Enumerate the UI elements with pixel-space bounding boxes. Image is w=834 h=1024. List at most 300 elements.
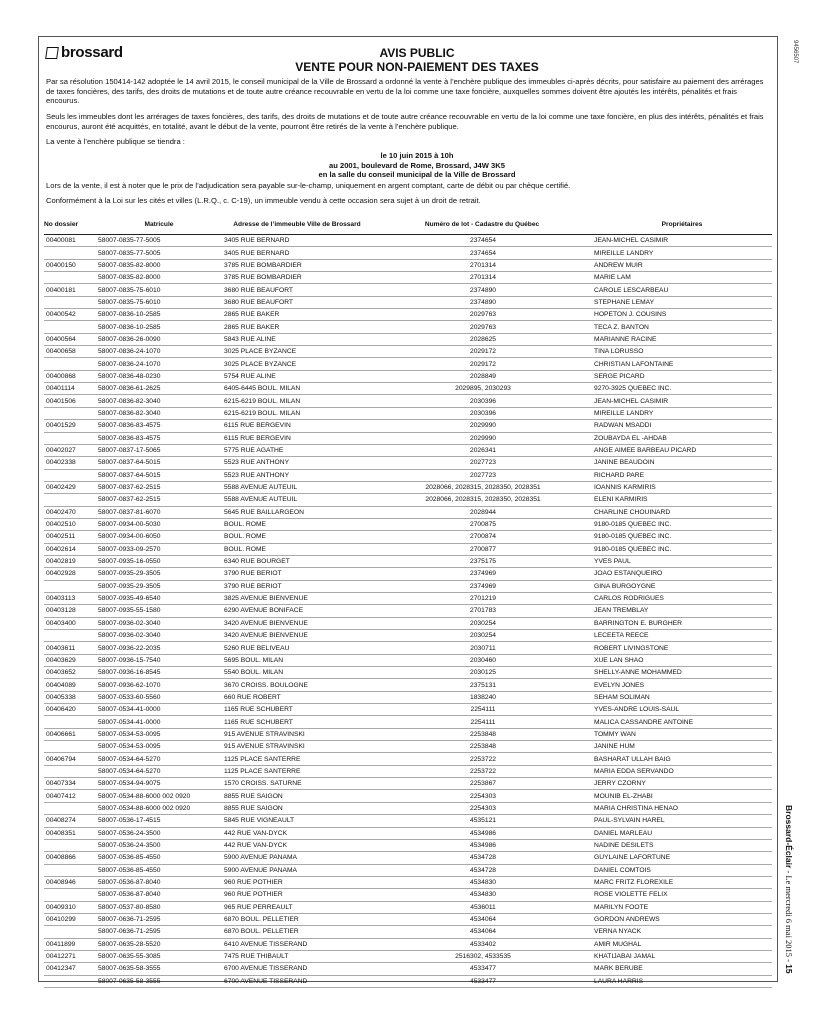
page-footer (784, 805, 794, 974)
cell-adresse: 3420 AVENUE BIENVENUE (222, 630, 372, 642)
cell-adresse: 3680 RUE BEAUFORT (222, 284, 372, 296)
cell-adresse: 5540 BOUL. MILAN (222, 667, 372, 679)
cell-numero-lot: 2700877 (372, 543, 592, 555)
cell-proprietaire: STEPHANE LEMAY (592, 296, 772, 308)
cell-numero-lot: 2030254 (372, 617, 592, 629)
cell-no-dossier: 00402614 (44, 543, 96, 555)
header-matricule: Matricule (96, 216, 222, 235)
cell-no-dossier (44, 765, 96, 777)
cell-numero-lot: 2030460 (372, 654, 592, 666)
cell-numero-lot: 2375175 (372, 555, 592, 567)
logo-text: brossard (61, 44, 123, 61)
cell-proprietaire: CHARLINE CHOUINARD (592, 506, 772, 518)
cell-matricule: 58007-0534-41-0000 (96, 716, 222, 728)
cell-proprietaire: RADWAN MSADDI (592, 420, 772, 432)
cell-no-dossier: 00400150 (44, 259, 96, 271)
cell-proprietaire: TINA LORUSSO (592, 346, 772, 358)
cell-adresse: 6340 RUE BOURGET (222, 555, 372, 567)
cell-proprietaire: DANIEL COMTOIS (592, 864, 772, 876)
table-row (44, 506, 772, 518)
table-row (44, 247, 772, 259)
cell-adresse: 3025 PLACE BYZANCE (222, 346, 372, 358)
cell-numero-lot: 2374969 (372, 568, 592, 580)
cell-numero-lot: 4534728 (372, 852, 592, 864)
cell-proprietaire: JEAN-MICHEL CASIMIR (592, 395, 772, 407)
cell-adresse: 6410 AVENUE TISSERAND (222, 938, 372, 950)
cell-no-dossier: 00404089 (44, 679, 96, 691)
cell-no-dossier: 00400868 (44, 370, 96, 382)
cell-matricule: 58007-0536-85-4550 (96, 864, 222, 876)
cell-numero-lot: 4534064 (372, 913, 592, 925)
cell-proprietaire: IOANNIS KARMIRIS (592, 481, 772, 493)
cell-matricule: 58007-0636-71-2595 (96, 926, 222, 938)
cell-numero-lot: 2027723 (372, 457, 592, 469)
cell-adresse: 3785 RUE BOMBARDIER (222, 259, 372, 271)
cell-proprietaire: JANINE BEAUDOIN (592, 457, 772, 469)
cell-adresse: BOUL. ROME (222, 531, 372, 543)
cell-numero-lot: 2254111 (372, 704, 592, 716)
cell-no-dossier: 00412347 (44, 963, 96, 975)
cell-matricule: 58007-0537-80-8580 (96, 901, 222, 913)
cell-matricule: 58007-0835-82-8000 (96, 259, 222, 271)
cell-proprietaire: MARIE LAM (592, 272, 772, 284)
cell-adresse: 1570 CROISS. SATURNE (222, 778, 372, 790)
cell-proprietaire: 9180-0185 QUEBEC INC. (592, 518, 772, 530)
cell-matricule: 58007-0936-02-3040 (96, 630, 222, 642)
cell-no-dossier: 00400081 (44, 235, 96, 247)
cell-matricule: 58007-0936-02-3040 (96, 617, 222, 629)
cell-matricule: 58007-0536-87-8040 (96, 876, 222, 888)
table-row (44, 753, 772, 765)
cell-matricule: 58007-0534-94-9075 (96, 778, 222, 790)
cell-proprietaire: SERGE PICARD (592, 370, 772, 382)
cell-adresse: 5523 RUE ANTHONY (222, 457, 372, 469)
cell-proprietaire: YVES-ANDRE LOUIS-SAUL (592, 704, 772, 716)
table-row (44, 691, 772, 703)
cell-no-dossier: 00406661 (44, 728, 96, 740)
cell-no-dossier: 00400542 (44, 309, 96, 321)
cell-numero-lot: 4533477 (372, 975, 592, 987)
table-row (44, 765, 772, 777)
cell-adresse: 3785 RUE BOMBARDIER (222, 272, 372, 284)
cell-no-dossier: 00407334 (44, 778, 96, 790)
cell-proprietaire: 9180-0185 QUEBEC INC. (592, 531, 772, 543)
table-row (44, 913, 772, 925)
cell-proprietaire: TOMMY WAN (592, 728, 772, 740)
table-row (44, 235, 772, 247)
cell-proprietaire: AMIR MUGHAL (592, 938, 772, 950)
cell-adresse: 5900 AVENUE PANAMA (222, 864, 372, 876)
cell-no-dossier: 00402429 (44, 481, 96, 493)
cell-matricule: 58007-0635-58-3555 (96, 963, 222, 975)
table-row (44, 272, 772, 284)
header-proprietaires: Propriétaires (592, 216, 772, 235)
cell-matricule: 58007-0836-48-0230 (96, 370, 222, 382)
cell-proprietaire: 9270-3925 QUEBEC INC. (592, 383, 772, 395)
cell-proprietaire: NADINE DESILETS (592, 839, 772, 851)
cell-numero-lot: 2254303 (372, 802, 592, 814)
cell-numero-lot: 4533477 (372, 963, 592, 975)
cell-numero-lot: 2029990 (372, 420, 592, 432)
table-row (44, 654, 772, 666)
cell-numero-lot: 2026341 (372, 444, 592, 456)
cell-matricule: 58007-0536-87-8040 (96, 889, 222, 901)
table-row (44, 370, 772, 382)
cell-adresse: 5260 RUE BELIVEAU (222, 642, 372, 654)
table-row (44, 667, 772, 679)
cell-numero-lot: 2030125 (372, 667, 592, 679)
table-row (44, 543, 772, 555)
table-row (44, 444, 772, 456)
ad-code: 9456507 (792, 40, 798, 64)
cell-matricule: 58007-0935-29-3505 (96, 580, 222, 592)
cell-numero-lot: 2253848 (372, 728, 592, 740)
cell-adresse: 1125 PLACE SANTERRE (222, 753, 372, 765)
cell-no-dossier: 00408946 (44, 876, 96, 888)
cell-no-dossier: 00403652 (44, 667, 96, 679)
cell-matricule: 58007-0837-64-5015 (96, 457, 222, 469)
cell-numero-lot: 2701314 (372, 259, 592, 271)
cell-numero-lot: 2516302, 4533535 (372, 950, 592, 962)
cell-numero-lot: 2028849 (372, 370, 592, 382)
cell-numero-lot: 4536011 (372, 901, 592, 913)
cell-no-dossier (44, 975, 96, 987)
cell-no-dossier: 00402510 (44, 518, 96, 530)
table-row (44, 778, 772, 790)
cell-adresse: BOUL. ROME (222, 543, 372, 555)
cell-adresse: 3790 RUE BERIOT (222, 580, 372, 592)
table-row (44, 605, 772, 617)
cell-numero-lot: 4535121 (372, 815, 592, 827)
cell-numero-lot: 4534986 (372, 827, 592, 839)
cell-proprietaire: LAURA HARRIS (592, 975, 772, 987)
table-row (44, 383, 772, 395)
cell-proprietaire: MIREILLE LANDRY (592, 407, 772, 419)
cell-proprietaire: YVES PAUL (592, 555, 772, 567)
table-row (44, 346, 772, 358)
cell-adresse: 3680 RUE BEAUFORT (222, 296, 372, 308)
cell-no-dossier: 00412271 (44, 950, 96, 962)
cell-no-dossier (44, 580, 96, 592)
cell-adresse: 6870 BOUL. PELLETIER (222, 913, 372, 925)
cell-no-dossier: 00400181 (44, 284, 96, 296)
cell-numero-lot: 2253722 (372, 753, 592, 765)
cell-matricule: 58007-0933-09-2570 (96, 543, 222, 555)
cell-numero-lot: 4534830 (372, 889, 592, 901)
table-row (44, 469, 772, 481)
cell-adresse: 5843 RUE ALINE (222, 333, 372, 345)
cell-no-dossier: 00400658 (44, 346, 96, 358)
cell-numero-lot: 2701783 (372, 605, 592, 617)
cell-no-dossier: 00406420 (44, 704, 96, 716)
cell-proprietaire: MALICA CASSANDRE ANTOINE (592, 716, 772, 728)
cell-no-dossier: 00411899 (44, 938, 96, 950)
sale-details (0, 151, 834, 180)
table-row (44, 321, 772, 333)
table-row (44, 938, 772, 950)
cell-no-dossier (44, 272, 96, 284)
cell-numero-lot: 2030711 (372, 642, 592, 654)
cell-no-dossier (44, 247, 96, 259)
table-row (44, 358, 772, 370)
cell-no-dossier: 00405338 (44, 691, 96, 703)
cell-no-dossier (44, 321, 96, 333)
cell-no-dossier (44, 802, 96, 814)
cell-no-dossier: 00402470 (44, 506, 96, 518)
cell-adresse: BOUL. ROME (222, 518, 372, 530)
cell-proprietaire: CHRISTIAN LAFONTAINE (592, 358, 772, 370)
cell-adresse: 3405 RUE BERNARD (222, 235, 372, 247)
cell-adresse: 2865 RUE BAKER (222, 321, 372, 333)
cell-matricule: 58007-0837-62-2515 (96, 494, 222, 506)
table-row (44, 926, 772, 938)
cell-proprietaire: MARC FRITZ FLOREXILE (592, 876, 772, 888)
cell-adresse: 5695 BOUL. MILAN (222, 654, 372, 666)
cell-numero-lot: 2374654 (372, 235, 592, 247)
cell-adresse: 6115 RUE BERGEVIN (222, 420, 372, 432)
cell-proprietaire: ANDREW MUIR (592, 259, 772, 271)
cell-numero-lot: 2374654 (372, 247, 592, 259)
cell-matricule: 58007-0935-29-3505 (96, 568, 222, 580)
table-row (44, 296, 772, 308)
cell-matricule: 58007-0836-10-2585 (96, 321, 222, 333)
cell-matricule: 58007-0936-15-7540 (96, 654, 222, 666)
table-row (44, 889, 772, 901)
cell-proprietaire: LECEETA REECE (592, 630, 772, 642)
sale-room: en la salle du conseil municipal de la Ville de Brossard (318, 170, 516, 180)
cell-no-dossier (44, 716, 96, 728)
cell-adresse: 2865 RUE BAKER (222, 309, 372, 321)
cell-adresse: 3825 AVENUE BIENVENUE (222, 592, 372, 604)
cell-numero-lot: 2253867 (372, 778, 592, 790)
table-row (44, 284, 772, 296)
table-row (44, 481, 772, 493)
cell-no-dossier: 00408274 (44, 815, 96, 827)
cell-adresse: 5900 AVENUE PANAMA (222, 852, 372, 864)
cell-no-dossier: 00401114 (44, 383, 96, 395)
cell-matricule: 58007-0837-17-5065 (96, 444, 222, 456)
header-adresse: Adresse de l’immeuble Ville de Brossard (222, 216, 372, 235)
cell-adresse: 8855 RUE SAIGON (222, 802, 372, 814)
cell-matricule: 58007-0534-88-6000 002 0920 (96, 790, 222, 802)
cell-no-dossier (44, 432, 96, 444)
cell-adresse: 965 RUE PERREAULT (222, 901, 372, 913)
cell-matricule: 58007-0836-24-1070 (96, 358, 222, 370)
cell-numero-lot: 2375131 (372, 679, 592, 691)
properties-table (44, 216, 772, 988)
cell-no-dossier: 00407412 (44, 790, 96, 802)
cell-no-dossier: 00406794 (44, 753, 96, 765)
cell-adresse: 5588 AVENUE AUTEUIL (222, 494, 372, 506)
paragraph-resolution: Par sa résolution 150414-142 adoptée le 14 avril 2015, le conseil municipal de la Ville de Brossard a ordonné la vente à l’enchère publique des immeubles ci-après décrits, pour satisfaire au paiement des arrérages de taxes foncières, des tarifs, des droits de mutations et de toute autre créance recouvrable en vertu de la loi comme une taxe foncière, auxquelles sommes doivent être ajoutés les intérêts, pénalités et frais encourus. (46, 77, 764, 106)
cell-matricule: 58007-0837-62-2515 (96, 481, 222, 493)
cell-numero-lot: 4533402 (372, 938, 592, 950)
cell-matricule: 58007-0936-16-8545 (96, 667, 222, 679)
table-row (44, 728, 772, 740)
cell-matricule: 58007-0836-24-1070 (96, 346, 222, 358)
footer-paper: Brossard-Éclair (784, 805, 794, 869)
table-row (44, 432, 772, 444)
cell-proprietaire: MOUNIB EL-ZHABI (592, 790, 772, 802)
table-row (44, 457, 772, 469)
cell-proprietaire: EVELYN JONES (592, 679, 772, 691)
cell-no-dossier: 00402511 (44, 531, 96, 543)
cell-proprietaire: MARIA EDDA SERVANDO (592, 765, 772, 777)
cell-numero-lot: 4534830 (372, 876, 592, 888)
table-row (44, 827, 772, 839)
cell-no-dossier: 00403629 (44, 654, 96, 666)
paragraph-payment: Lors de la vente, il est à noter que le prix de l’adjudication sera payable sur-le-champ, uniquement en argent comptant, carte de débit ou par chèque certifié. (46, 181, 571, 190)
cell-adresse: 915 AVENUE STRAVINSKI (222, 728, 372, 740)
table-row (44, 815, 772, 827)
table-row (44, 790, 772, 802)
table-row (44, 494, 772, 506)
table-row (44, 568, 772, 580)
cell-matricule: 58007-0836-82-3040 (96, 395, 222, 407)
cell-proprietaire: PAUL-SYLVAIN HAREL (592, 815, 772, 827)
cell-proprietaire: JANINE HUM (592, 741, 772, 753)
paragraph-withdrawal: Seuls les immeubles dont les arrérages de taxes foncières, des tarifs, des droits de mutations et de toute autre créance recouvrable en vertu de la loi comme une taxe foncière, en plus des intérêts, pénalités et frais encourus, auront été acquittés, en totalité, avant le début de la vente, pourront être retirés de la vente à l’enchère publique. (46, 112, 764, 131)
cell-no-dossier: 00402819 (44, 555, 96, 567)
table-row (44, 518, 772, 530)
cell-matricule: 58007-0636-71-2595 (96, 913, 222, 925)
table-row (44, 704, 772, 716)
cell-proprietaire: MARIANNE RACINE (592, 333, 772, 345)
cell-adresse: 1165 RUE SCHUBERT (222, 716, 372, 728)
cell-matricule: 58007-0836-82-3040 (96, 407, 222, 419)
cell-numero-lot: 2254303 (372, 790, 592, 802)
header-numero-lot: Numéro de lot - Cadastre du Québec (372, 216, 592, 235)
cell-matricule: 58007-0534-41-0000 (96, 704, 222, 716)
cell-numero-lot: 2028625 (372, 333, 592, 345)
table-row (44, 852, 772, 864)
cell-matricule: 58007-0533-60-5560 (96, 691, 222, 703)
cell-adresse: 3670 CROISS. BOULOGNE (222, 679, 372, 691)
cell-proprietaire: JEAN-MICHEL CASIMIR (592, 235, 772, 247)
cell-adresse: 6290 AVENUE BONIFACE (222, 605, 372, 617)
sale-date: le 10 juin 2015 à 10h (380, 151, 454, 160)
table-row (44, 333, 772, 345)
cell-adresse: 5754 RUE ALINE (222, 370, 372, 382)
cell-adresse: 6870 BOUL. PELLETIER (222, 926, 372, 938)
cell-no-dossier: 00401529 (44, 420, 96, 432)
cell-adresse: 7475 RUE THIBAULT (222, 950, 372, 962)
table-row (44, 864, 772, 876)
cell-no-dossier (44, 839, 96, 851)
footer-page: 15 (784, 964, 794, 974)
cell-numero-lot: 2701219 (372, 592, 592, 604)
table-row (44, 617, 772, 629)
cell-matricule: 58007-0534-53-0095 (96, 728, 222, 740)
cell-matricule: 58007-0635-28-5520 (96, 938, 222, 950)
cell-numero-lot: 2030396 (372, 407, 592, 419)
cell-adresse: 3025 PLACE BYZANCE (222, 358, 372, 370)
notice-subtitle: VENTE POUR NON-PAIEMENT DES TAXES (295, 60, 539, 74)
cell-adresse: 6405-6445 BOUL. MILAN (222, 383, 372, 395)
cell-numero-lot: 2254111 (372, 716, 592, 728)
cell-proprietaire: MARK BERUBE (592, 963, 772, 975)
paragraph-retrait: Conformément à la Loi sur les cités et villes (L.R.Q., c. C-19), un immeuble vendu à cette occasion sera sujet à un droit de retrait. (46, 196, 481, 205)
cell-no-dossier: 00400564 (44, 333, 96, 345)
cell-adresse: 1165 RUE SCHUBERT (222, 704, 372, 716)
cell-proprietaire: MARILYN FOOTE (592, 901, 772, 913)
table-row (44, 975, 772, 987)
cell-proprietaire: GINA BURGOYGNE (592, 580, 772, 592)
cell-matricule: 58007-0936-22-2035 (96, 642, 222, 654)
table-row (44, 395, 772, 407)
cell-no-dossier (44, 630, 96, 642)
cell-no-dossier: 00408351 (44, 827, 96, 839)
cell-proprietaire: JOAO ESTANQUEIRO (592, 568, 772, 580)
cell-no-dossier (44, 741, 96, 753)
cell-matricule: 58007-0534-53-0095 (96, 741, 222, 753)
cell-proprietaire: ELENI KARMIRIS (592, 494, 772, 506)
table-row (44, 642, 772, 654)
cell-matricule: 58007-0835-82-8000 (96, 272, 222, 284)
cell-matricule: 58007-0536-24-3500 (96, 839, 222, 851)
cell-adresse: 442 RUE VAN-DYCK (222, 827, 372, 839)
cell-adresse: 660 RUE ROBERT (222, 691, 372, 703)
cell-adresse: 3405 RUE BERNARD (222, 247, 372, 259)
cell-numero-lot: 2029172 (372, 358, 592, 370)
cell-proprietaire: 9180-0185 QUEBEC INC. (592, 543, 772, 555)
cell-adresse: 5845 RUE VIGNEAULT (222, 815, 372, 827)
cell-numero-lot: 2701314 (372, 272, 592, 284)
cell-matricule: 58007-0836-83-4575 (96, 432, 222, 444)
cell-matricule: 58007-0635-55-3085 (96, 950, 222, 962)
cell-adresse: 3420 AVENUE BIENVENUE (222, 617, 372, 629)
table-row (44, 876, 772, 888)
cell-no-dossier (44, 494, 96, 506)
cell-no-dossier (44, 469, 96, 481)
table-row (44, 839, 772, 851)
cell-proprietaire: SHELLY-ANNE MOHAMMED (592, 667, 772, 679)
cell-matricule: 58007-0934-00-5030 (96, 518, 222, 530)
cell-no-dossier (44, 358, 96, 370)
cell-proprietaire: JEAN TREMBLAY (592, 605, 772, 617)
table-row (44, 592, 772, 604)
paragraph-sale-intro: La vente à l’enchère publique se tiendra : (46, 137, 185, 146)
cell-no-dossier: 00403611 (44, 642, 96, 654)
cell-matricule: 58007-0836-10-2585 (96, 309, 222, 321)
cell-proprietaire: ANGE AIMEE BARBEAU PICARD (592, 444, 772, 456)
cell-numero-lot: 4534728 (372, 864, 592, 876)
cell-proprietaire: HOPETON J. COUSINS (592, 309, 772, 321)
cell-no-dossier: 00402027 (44, 444, 96, 456)
cell-numero-lot: 2029763 (372, 309, 592, 321)
cell-no-dossier: 00403128 (44, 605, 96, 617)
header-no-dossier: No dossier (44, 216, 96, 235)
cell-no-dossier (44, 407, 96, 419)
table-row (44, 901, 772, 913)
table-row (44, 420, 772, 432)
cell-matricule: 58007-0536-17-4515 (96, 815, 222, 827)
cell-numero-lot: 2700875 (372, 518, 592, 530)
cell-numero-lot: 1838240 (372, 691, 592, 703)
cell-matricule: 58007-0835-75-6010 (96, 296, 222, 308)
cell-numero-lot: 2030396 (372, 395, 592, 407)
cell-numero-lot: 2027723 (372, 469, 592, 481)
cell-proprietaire: ZOUBAYDA EL -AHDAB (592, 432, 772, 444)
cell-numero-lot: 2029895, 2030293 (372, 383, 592, 395)
cell-adresse: 6115 RUE BERGEVIN (222, 432, 372, 444)
cell-proprietaire: MARIA CHRISTINA HENAO (592, 802, 772, 814)
cell-proprietaire: SEHAM SOLIMAN (592, 691, 772, 703)
cell-numero-lot: 2253722 (372, 765, 592, 777)
cell-proprietaire: JERRY CZORNY (592, 778, 772, 790)
cell-matricule: 58007-0935-55-1580 (96, 605, 222, 617)
cell-no-dossier: 00403400 (44, 617, 96, 629)
